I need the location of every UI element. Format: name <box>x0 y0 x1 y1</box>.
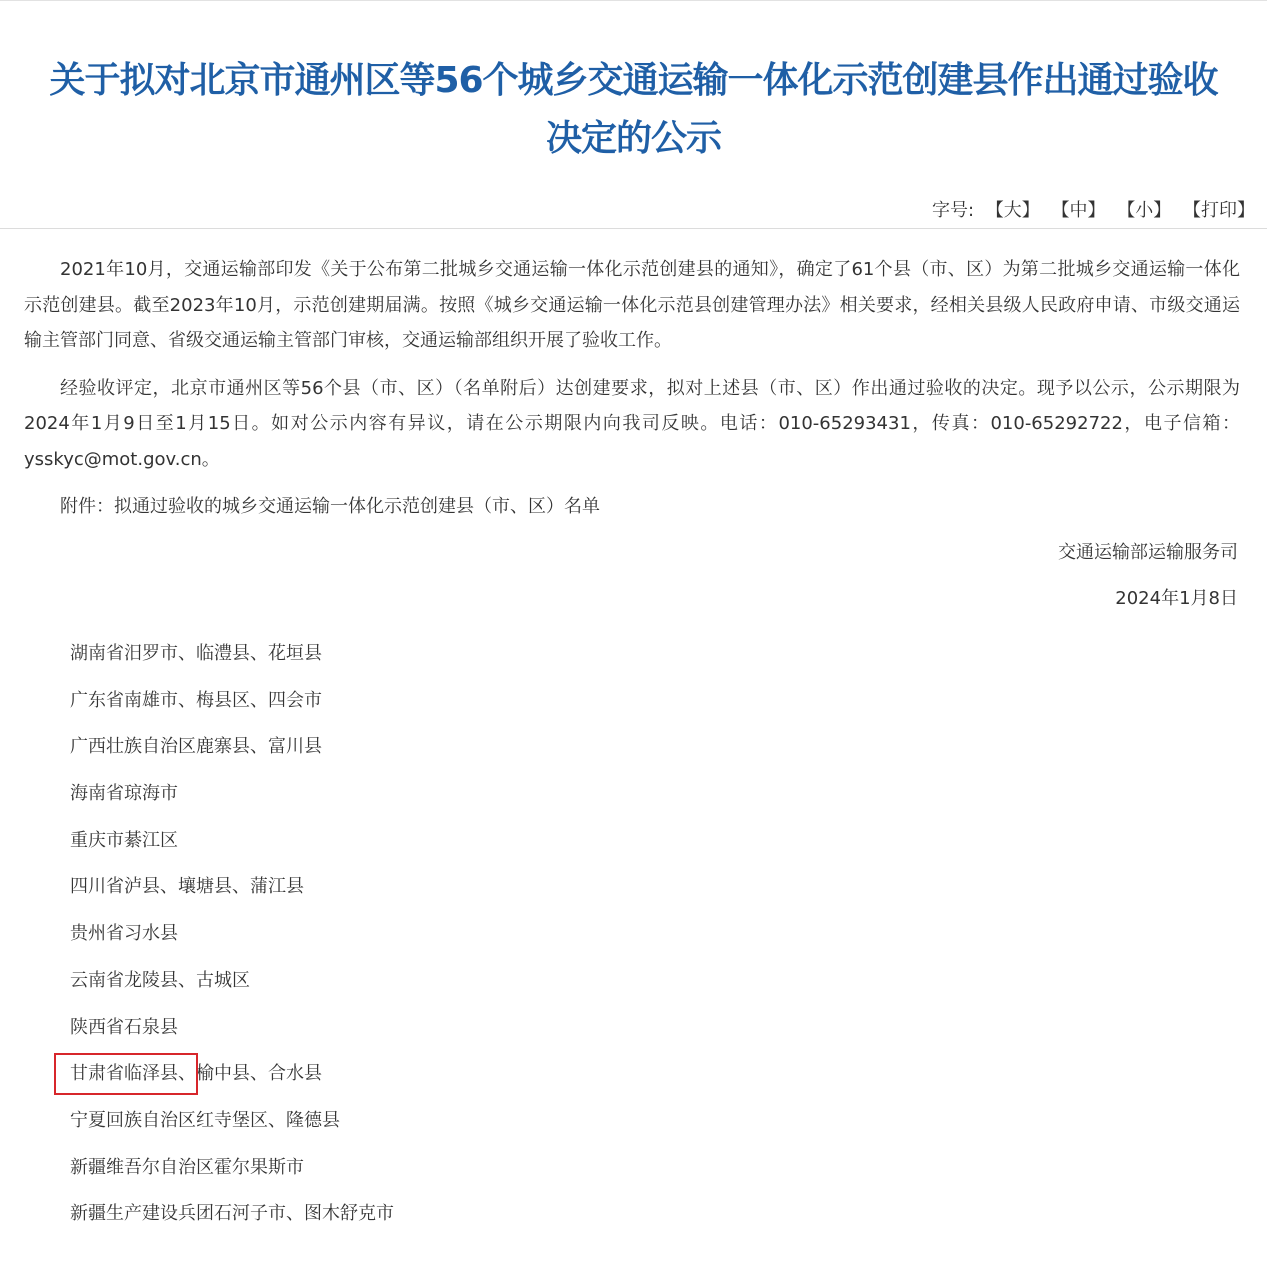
page-title <box>0 52 1267 168</box>
article-body <box>24 252 1240 537</box>
attachment-line: 附件：拟通过验收的城乡交通运输一体化示范创建县（市、区）名单 <box>60 496 600 517</box>
paragraph-decision: 经验收评定，北京市通州区等56个县（市、区）（名单附后）达创建要求，拟对上述县（市、区）作出通过验收的决定。现予以公示，公示期限为2024年1月9日至1月15日。如对公示内容有异议，请在公示期限内向我司反映。电话：010-65293431，传真：010-65292722，电子信箱：ysskyc@mot.gov.cn。 <box>24 377 1240 470</box>
font-medium-button[interactable]: 【中】 <box>1051 200 1106 221</box>
list-item: 新疆维吾尔自治区霍尔果斯市 <box>70 1156 304 1178</box>
print-button[interactable]: 【打印】 <box>1183 200 1255 221</box>
list-item: 陕西省石泉县 <box>70 1016 178 1038</box>
list-item: 宁夏回族自治区红寺堡区、隆德县 <box>70 1109 340 1131</box>
font-small-button[interactable]: 【小】 <box>1117 200 1172 221</box>
title-line-2: 决定的公示 <box>545 118 721 159</box>
list-item: 广东省南雄市、梅县区、四会市 <box>70 689 322 711</box>
signature-date: 2024年1月8日 <box>1115 588 1238 609</box>
list-item: 广西壮族自治区鹿寨县、富川县 <box>70 736 322 758</box>
list-item: 湖南省汨罗市、临澧县、花垣县 <box>70 643 322 664</box>
list-item: 云南省龙陵县、古城区 <box>70 969 250 991</box>
list-item: 甘肃省临泽县、榆中县、合水县 <box>70 1063 322 1085</box>
paragraph-intro: 2021年10月，交通运输部印发《关于公布第二批城乡交通运输一体化示范创建县的通知》，确定了61个县（市、区）为第二批城乡交通运输一体化示范创建县。截至2023年10月，示范创建期届满。按照《城乡交通运输一体化示范县创建管理办法》相关要求，经相关县级人民政府申请、市级交通运输主管部门同意、省级交通运输主管部门审核，交通运输部组织开展了验收工作。 <box>24 259 1240 351</box>
font-size-label: 字号: <box>931 200 975 221</box>
header-divider <box>0 228 1267 229</box>
top-border <box>0 0 1267 1</box>
list-item: 海南省琼海市 <box>70 783 178 805</box>
county-list <box>70 638 394 1245</box>
font-size-toolbar <box>932 196 1255 222</box>
font-large-button[interactable]: 【大】 <box>985 200 1040 221</box>
list-item: 新疆生产建设兵团石河子市、图木舒克市 <box>70 1203 394 1225</box>
highlight-annotation-box <box>54 1053 198 1095</box>
list-item: 重庆市綦江区 <box>70 829 178 851</box>
list-item: 贵州省习水县 <box>70 923 178 945</box>
list-item: 四川省泸县、壤塘县、蒲江县 <box>70 876 304 898</box>
title-line-1: 关于拟对北京市通州区等56个城乡交通运输一体化示范创建县作出通过验收 <box>49 60 1218 101</box>
signature-org: 交通运输部运输服务司 <box>1058 542 1238 563</box>
